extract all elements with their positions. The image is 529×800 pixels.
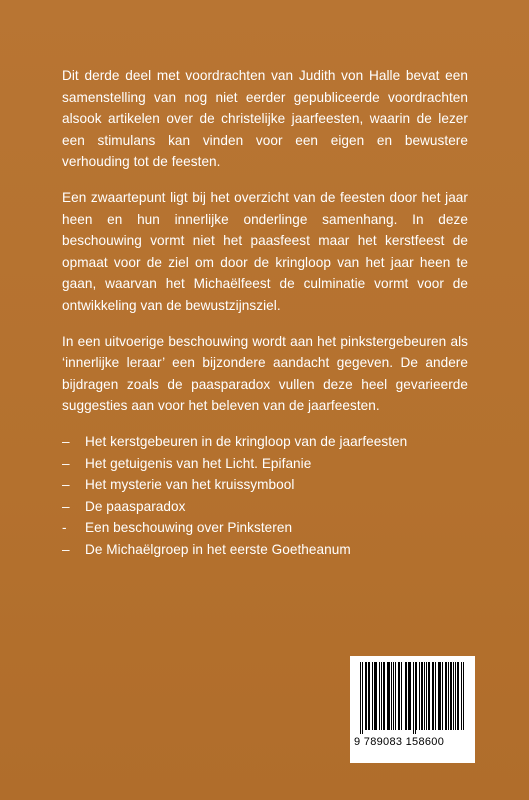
barcode-bar (375, 662, 376, 730)
barcode-bar (391, 662, 392, 730)
barcode-bar (455, 662, 456, 730)
list-item-text: De paasparadox (85, 498, 186, 514)
barcode-bar (405, 662, 406, 730)
barcode-bar (422, 662, 423, 730)
barcode-bar (387, 662, 388, 730)
barcode-bar (389, 662, 390, 730)
dash-marker: – (62, 433, 70, 449)
barcode-bar (446, 662, 447, 730)
barcode-bar (442, 662, 443, 730)
isbn-digits: 9 789083 158600 (354, 736, 445, 748)
list-item (62, 539, 468, 561)
barcode-bar (374, 662, 375, 730)
barcode-bar (445, 662, 446, 730)
barcode-bar (409, 662, 410, 730)
list-item (62, 453, 468, 475)
barcode-bar (376, 662, 377, 730)
barcode-bar (448, 662, 449, 730)
list-item (62, 517, 468, 539)
barcode-bar (416, 662, 417, 730)
barcode-bar (413, 662, 414, 734)
barcode-bar (379, 662, 380, 730)
barcode-bar (415, 662, 416, 734)
paragraph-intro: Dit derde deel met voordrachten van Judith von Halle bevat een samenstelling van nog niet eerder gepubliceerde voordrachten alsook artikelen over de christelijke jaarfeesten, waarin de lezer een stimulans kan vinden voor een eigen en bewustere verhouding tot de feesten. (62, 68, 468, 170)
barcode-bar (381, 662, 382, 730)
dash-marker: – (62, 498, 70, 514)
barcode-bar (432, 662, 433, 730)
barcode-bar (393, 662, 394, 730)
barcode-bar (369, 662, 370, 730)
list-item-text: Een beschouwing over Pinksteren (85, 520, 293, 536)
barcode-bar (439, 662, 440, 730)
blurb-text (62, 65, 468, 560)
barcode-bar (399, 662, 400, 730)
barcode-bar (457, 662, 458, 730)
list-item (62, 496, 468, 518)
barcode-bar (458, 662, 459, 730)
list-item-text: Het kerstgebeuren in de kringloop van de jaarfeesten (85, 433, 408, 449)
barcode-bar (372, 662, 373, 730)
barcode-bar (365, 662, 366, 730)
barcode-bar (429, 662, 430, 730)
barcode-bar (461, 662, 462, 730)
barcode-bar (408, 662, 409, 730)
dash-marker: – (62, 541, 70, 557)
list-item-text: De Michaëlgroep in het eerste Goetheanum (85, 541, 351, 557)
dash-marker: – (62, 455, 70, 471)
barcode-bar (362, 662, 363, 734)
isbn-barcode (350, 656, 475, 763)
barcode-bar (383, 662, 384, 730)
barcode-bar (433, 662, 434, 730)
contents-list (62, 431, 468, 561)
list-item (62, 474, 468, 496)
barcode-bar (398, 662, 399, 730)
barcode-bar (453, 662, 454, 730)
barcode-bar (426, 662, 427, 730)
barcode-bars (358, 662, 467, 734)
barcode-bar (406, 662, 407, 730)
barcode-bar (419, 662, 420, 730)
barcode-bar (463, 662, 464, 730)
paragraph-focus: Een zwaartepunt ligt bij het overzicht van de feesten door het jaar heen en hun innerlijke onderlinge samenhang. In deze beschouwing vormt niet het paasfeest maar het kerstfeest de opmaat voor de ziel om door de kringloop van het jaar heen te gaan, waarvan het Michaëlfeest de culminatie vormt voor de ontwikkeling van de bewustzijnsziel. (62, 189, 468, 313)
barcode-bar (395, 662, 396, 730)
barcode-bar (388, 662, 389, 730)
barcode-bar (450, 662, 451, 730)
list-item (62, 431, 468, 453)
barcode-bar (360, 662, 361, 734)
barcode-bar (366, 662, 367, 730)
barcode-bar (435, 662, 436, 730)
barcode-bar (401, 662, 402, 730)
barcode-bar (421, 662, 422, 730)
barcode-bar (440, 662, 441, 730)
dash-marker: – (62, 477, 70, 493)
barcode-bar (451, 662, 452, 730)
barcode-bar (384, 662, 385, 730)
dash-marker: - (62, 520, 67, 536)
list-item-text: Het mysterie van het kruissymbool (85, 477, 295, 493)
barcode-bar (368, 662, 369, 730)
barcode-bar (424, 662, 425, 730)
barcode-bar (410, 662, 411, 730)
barcode-bar (428, 662, 429, 730)
list-item-text: Het getuigenis van het Licht. Epifanie (85, 455, 312, 471)
barcode-bar (438, 662, 439, 730)
paragraph-pinksteren: In een uitvoerige beschouwing wordt aan het pinkstergebeuren als ‘innerlijke leraar’ een bijzondere aandacht gegeven. De andere bijdragen zoals de paasparadox vullen deze heel gevarieerde suggesties aan voor het beleven van de jaarfeesten. (62, 333, 468, 414)
